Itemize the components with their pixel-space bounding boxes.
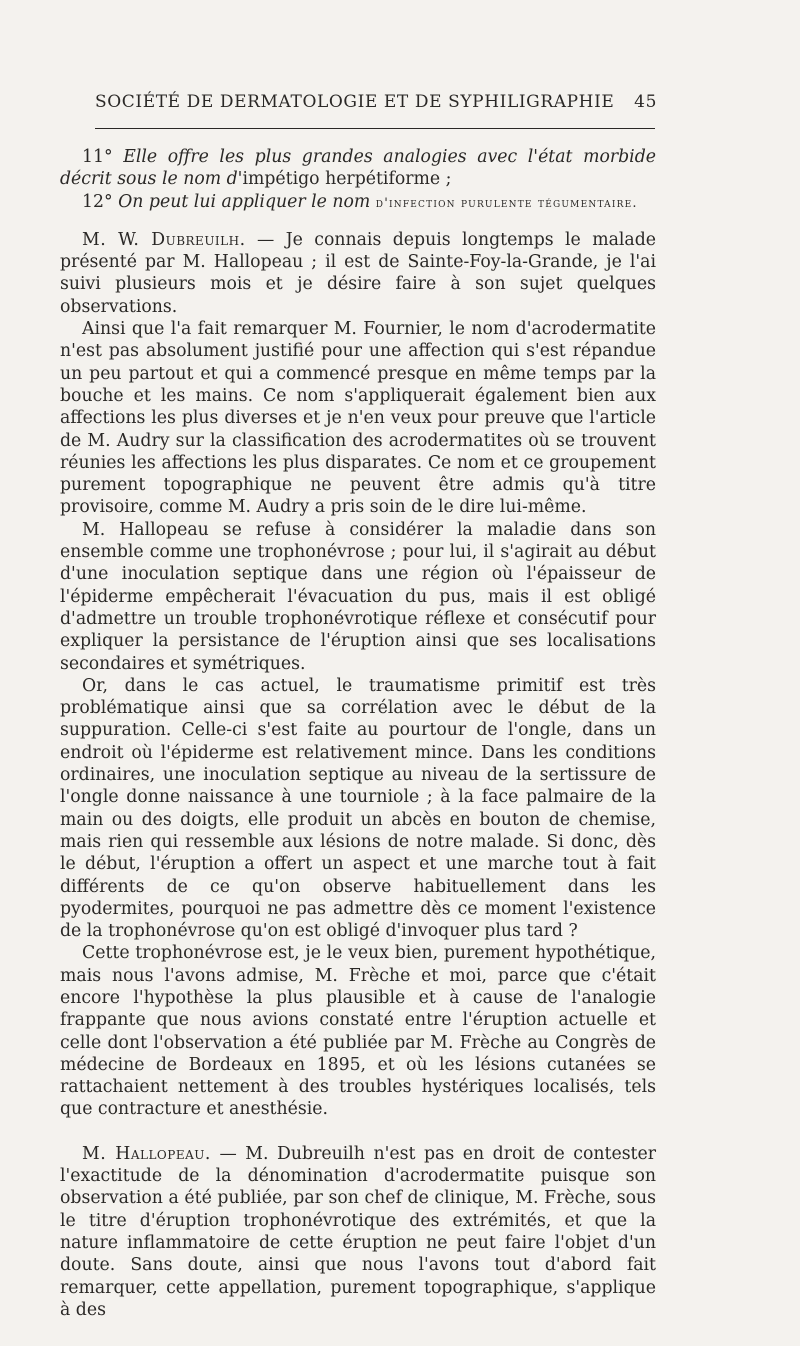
- item-11-italic: Elle offre les plus grandes analogies avec l'état morbide décrit sous le nom d': [60, 147, 656, 190]
- list-item-11: [60, 146, 656, 191]
- page-body: [60, 146, 656, 1321]
- item-11-label: 11°: [82, 147, 113, 167]
- running-header: [95, 92, 657, 112]
- dubreuilh-paragraph-1: [60, 229, 656, 318]
- item-12-term: d'infection purulente tégumentaire.: [375, 195, 638, 211]
- dubreuilh-paragraph-5: Cette trophonévrose est, je le veux bien, purement hypothétique, mais nous l'avons admise, M. Frèche et moi, parce que c'était encore l'hypothèse la plus plausible et à cause de l'analogie frappante que nous avions constaté entre l'éruption actuelle et celle dont l'observation a été publiée par M. Frèche au Congrès de médecine de Bordeaux en 1895, et où les lésions cutanées se rattachaient nettement à des troubles hystériques localisés, tels que contracture et anesthésie.: [60, 943, 656, 1120]
- dubreuilh-paragraph-2: Ainsi que l'a fait remarquer M. Fournier, le nom d'acrodermatite n'est pas absolument justifié pour une affection qui s'est répandue un peu partout et qui a commencé presque en même temps par la bouche et les mains. Ce nom s'appliquerait également bien aux affections les plus diverses et je n'en veux pour preuve que l'article de M. Audry sur la classification des acrodermatites où se trouvent réunies les affections les plus disparates. Ce nom et ce groupement purement topographique ne peuvent être admis qu'à titre provisoire, comme M. Audry a pris soin de le dire lui-même.: [60, 319, 656, 518]
- item-12-label: 12°: [82, 191, 113, 212]
- hallopeau-text-1: — M. Dubreuilh n'est pas en droit de contester l'exactitude de la dénomination d'acrodermatite puisque son observation a été publiée, par son chef de clinique, M. Frèche, sous le titre d'éruption trophonévrotique des extrémités, et que la nature inflammatoire de cette éruption ne peut faire l'objet d'un doute. Sans doute, ainsi que nous l'avons tout d'abord fait remarquer, cette appellation, purement topographique, s'applique à des: [60, 1143, 656, 1320]
- list-item-12: [60, 191, 656, 215]
- item-12-italic: On peut lui appliquer le nom: [118, 191, 371, 212]
- page-number: 45: [634, 92, 657, 112]
- dubreuilh-paragraph-3: M. Hallopeau se refuse à considérer la maladie dans son ensemble comme une trophonévrose ; pour lui, il s'agirait au début d'une inoculation septique dans une région où l'épaisseur de l'épiderme empêcherait l'évacuation du pus, mais il est obligé d'admettre un trouble trophonévrotique réflexe et consécutif pour expliquer la persistance de l'éruption ainsi que ses localisations secondaires et symétriques.: [60, 519, 656, 674]
- dubreuilh-paragraph-4: Or, dans le cas actuel, le traumatisme primitif est très problématique ainsi que sa corrélation avec le début de la suppuration. Celle-ci s'est faite au pourtour de l'ongle, dans un endroit où l'épiderme est relativement mince. Dans les conditions ordinaires, une inoculation septique au niveau de la sertissure de l'ongle donne naissance à une tourniole ; à la face palmaire de la main ou des doigts, elle produit un abcès en bouton de chemise, mais rien qui ressemble aux lésions de notre malade. Si donc, dès le début, l'éruption a offert un aspect et une marche tout à fait différents de ce qu'on observe habituellement dans les pyodermites, pourquoi ne pas admettre dès ce moment l'existence de la trophonévrose qu'on est obligé d'invoquer plus tard ?: [60, 675, 656, 942]
- header-rule: [95, 128, 655, 129]
- speaker-hallopeau: M. Hallopeau.: [82, 1143, 211, 1164]
- hallopeau-paragraph-1: [60, 1143, 656, 1321]
- dubreuilh-text-1: — Je connais depuis longtemps le malade présenté par M. Hallopeau ; il est de Sainte-Foy-la-Grande, je l'ai suivi plusieurs mois et je désire faire à son sujet quelques observations.: [60, 229, 656, 317]
- running-title: SOCIÉTÉ DE DERMATOLOGIE ET DE SYPHILIGRAPHIE: [95, 92, 615, 112]
- item-11-term: impétigo herpétiforme ;: [242, 169, 452, 190]
- speaker-dubreuilh: M. W. Dubreuilh.: [82, 229, 246, 250]
